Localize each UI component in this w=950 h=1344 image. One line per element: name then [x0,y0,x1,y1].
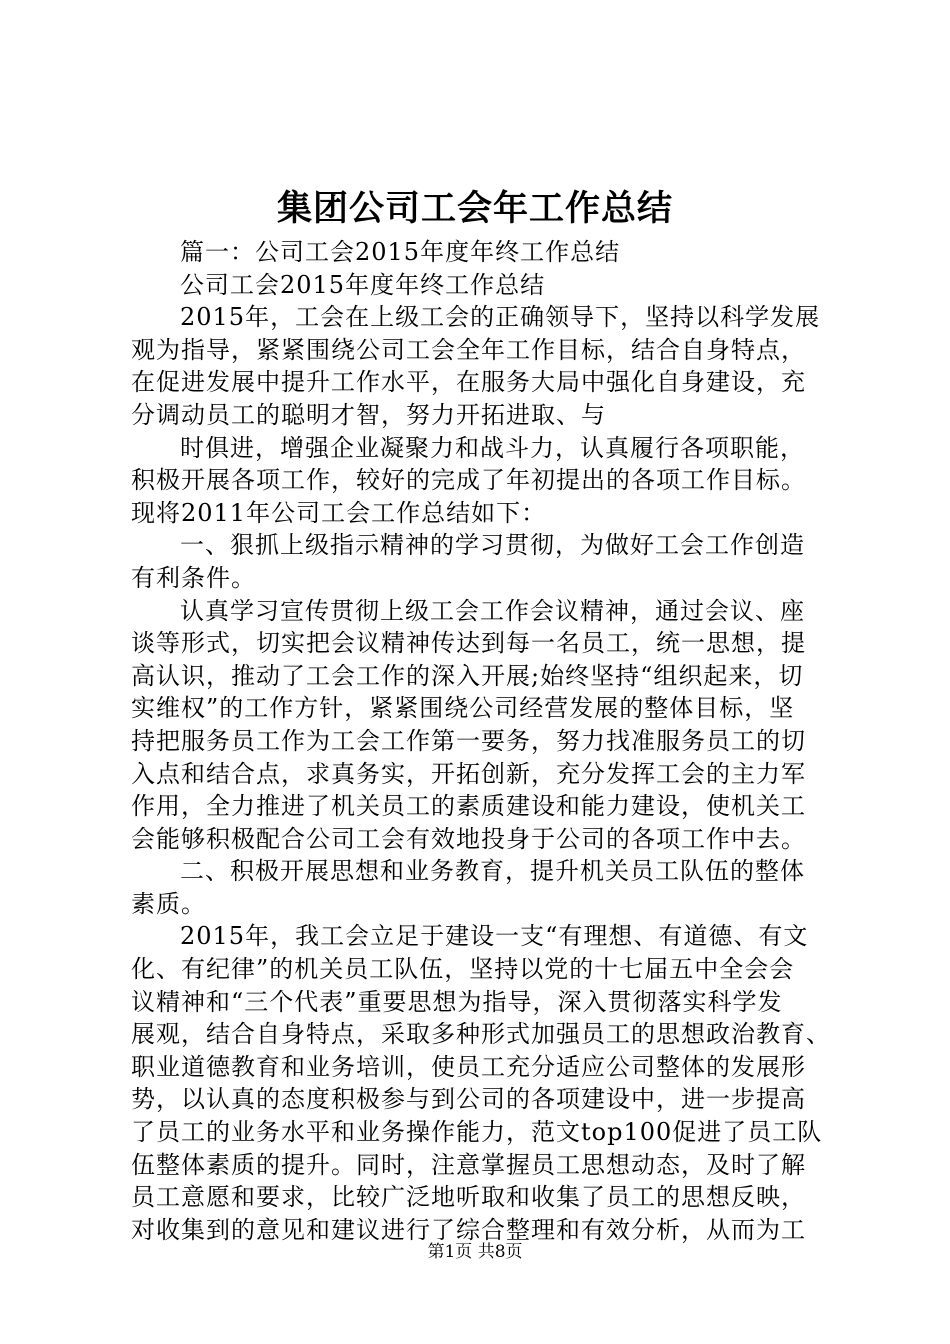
body-line: 作用，全力推进了机关员工的素质建设和能力建设，使机关工 [131,792,806,821]
body-line: 伍整体素质的提升。同时，注意掌握员工思想动态，及时了解 [131,1150,806,1179]
body-line: 现将2011年公司工会工作总结如下： [131,498,547,527]
body-line: 认真学习宣传贯彻上级工会工作会议精神，通过会议、座 [180,596,805,625]
body-line: 职业道德教育和业务培训，使员工充分适应公司整体的发展形 [131,1052,806,1081]
body-line: 2015年，工会在上级工会的正确领导下，坚持以科学发展 [180,303,821,332]
body-line: 在促进发展中提升工作水平，在服务大局中强化自身建设，充 [131,368,806,397]
page-footer: 第1页 共8页 [427,1242,523,1262]
body-line: 积极开展各项工作，较好的完成了年初提出的各项工作目标。 [131,466,806,495]
body-line: 对收集到的意见和建议进行了综合整理和有效分析，从而为工 [131,1215,806,1244]
body-line: 二、积极开展思想和业务教育，提升机关员工队伍的整体 [180,857,805,886]
body-line: 员工意愿和要求，比较广泛地听取和收集了员工的思想反映， [131,1183,806,1212]
body-line: 高认识，推动了工会工作的深入开展;始终坚持“组织起来，切 [131,661,804,690]
body-line: 议精神和“三个代表”重要思想为指导，深入贯彻落实科学发 [131,987,783,1016]
body-line: 势，以认真的态度积极参与到公司的各项建设中，进一步提高 [131,1085,806,1114]
body-line: 分调动员工的聪明才智，努力开拓进取、与 [131,400,606,429]
body-line: 谈等形式，切实把会议精神传达到每一名员工，统一思想，提 [131,629,806,658]
body-line: 入点和结合点，求真务实，开拓创新，充分发挥工会的主力军 [131,759,806,788]
body-line: 公司工会2015年度年终工作总结 [180,270,546,299]
body-line: 了员工的业务水平和业务操作能力，范文top100促进了员工队 [131,1118,823,1147]
body-line: 一、狠抓上级指示精神的学习贯彻，为做好工会工作创造 [180,531,805,560]
body-line: 素质。 [131,889,206,918]
body-line: 持把服务员工作为工会工作第一要务，努力找准服务员工的切 [131,726,806,755]
document-title: 集团公司工会年工作总结 [276,189,673,229]
body-line: 展观，结合自身特点，采取多种形式加强员工的思想政治教育、 [131,1020,831,1049]
body-line: 有利条件。 [131,563,256,592]
body-line: 2015年，我工会立足于建设一支“有理想、有道德、有文 [180,922,809,951]
document-body [131,236,831,1246]
body-line: 化、有纪律”的机关员工队伍，坚持以党的十七届五中全会会 [131,955,795,984]
body-line: 时俱进，增强企业凝聚力和战斗力，认真履行各项职能， [180,433,805,462]
body-line: 篇一：公司工会2015年度年终工作总结 [180,238,621,266]
body-line: 观为指导，紧紧围绕公司工会全年工作目标，结合自身特点， [131,335,806,364]
body-line: 会能够积极配合公司工会有效地投身于公司的各项工作中去。 [131,824,806,853]
body-line: 实维权”的工作方针，紧紧围绕公司经营发展的整体目标，坚 [131,694,795,723]
